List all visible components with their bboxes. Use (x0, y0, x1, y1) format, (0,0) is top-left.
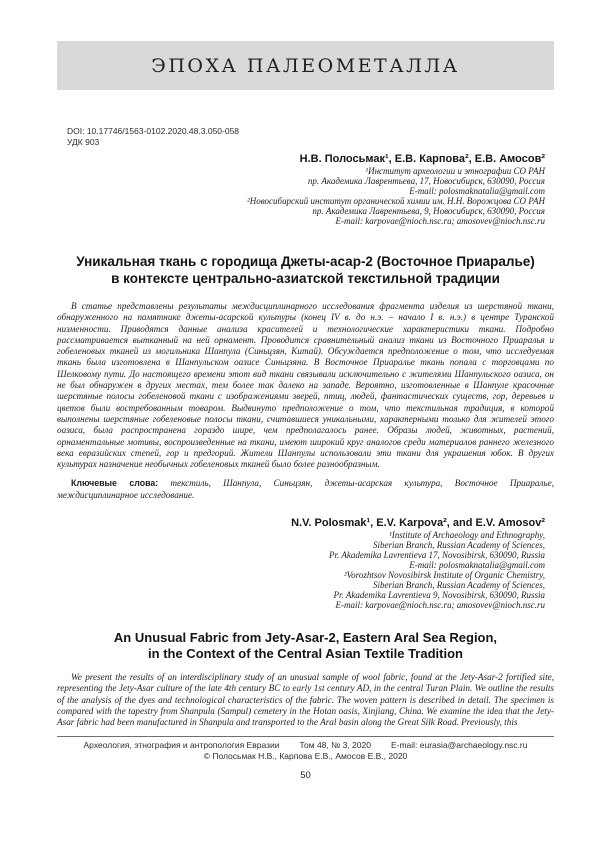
affiliation-line: Pr. Akademika Lavrentieva 17, Novosibirsk, 630090, Russia (329, 550, 545, 561)
affiliation-line: пр. Академика Лаврентьева, 9, Новосибирск, 630090, Россия (312, 206, 545, 216)
keywords-paragraph (57, 478, 554, 501)
affiliations-ru (57, 166, 554, 226)
article-title-en (57, 630, 554, 662)
affiliation-line: Siberian Branch, Russian Academy of Sciences, (372, 580, 545, 591)
article-content (57, 126, 554, 729)
section-title: ЭПОХА ПАЛЕОМЕТАЛЛА (151, 54, 460, 77)
article-identifiers (57, 126, 554, 148)
abstract-ru: В статье представлены результаты междисциплинарного исследования фрагмента изделия из шерстяной ткани, обнаруженного на памятнике джеты-асарской культуры (конец IV в. до н.э. – начало I в. н.э.) в центре Туранской низменности. Приводятся данные анализа красителей и технологические характеристики ткани. Подробно рассматривается вытканный на ней орнамент. Проводится сравнительный анализ ткани из Восточного Приаралья и гобеленовых тканей из могильника Шанпула (Синьцзян, Китай). Обсуждается предположение о том, что исследуемая ткань была изготовлена в Шанпульском оазисе Синьцзяна. В Восточное Приаралье ткань попала с торговцами по Шелковому пути. До настоящего времени этот вид ткани связывали исключительно с жителями Шанпульского оазиса, он не был обнаружен в других местах, тем более так далеко на западе. Вероятно, изготовленные в Шанпуле красочные шерстяные полосы гобеленовой ткани с изображениями зверей, птиц, людей, фантастических существ, гор, деревьев и цветов были востребованным товаром. Выдвинуто предположение о том, что текстильная традиция, в которой выполнены шерстяные гобеленовые полосы ткани, считавшиеся уникальными, характерными только для жителей этого оазиса, была распространена гораздо шире, чем предполагалось ранее. Образы людей, животных, растений, орнаментальные мотивы, воспроизведенные на ткани, имеют широкий круг аналогов среди материалов раннего железного века евразийских степей, гор и предгорий. Жители Шанпулы использовали эти ткани для украшения юбок. В других культурах назначение необычных гобеленовых тканей было более разнообразным. (57, 301, 554, 470)
footer-issue: Том 48, № 3, 2020 (299, 739, 371, 750)
article-title-ru (57, 253, 554, 287)
affiliations-en (57, 530, 554, 610)
udk-text: УДК 903 (67, 137, 100, 147)
abstract-en: We present the results of an interdisciplinary study of an unusual sample of wool fabric, found at the Jety-Asar-2 fortified site, representing the Jety-Asar culture of the late 4th century BC to early 1st century AD, in the central Turan Plain. We outline the results of the analysis of the dyes and technological characteristics of the fabric. The woven pattern is described in detail. The specimen is compared with the tapestry from Shanpula (Sampul) cemetery in the Hotan oasis, Xinjiang, China. We examine the idea that the Jety-Asar fabric had been manufactured in Shanpula and transported to the Aral basin along the Great Silk Road. Previously, this (57, 672, 554, 728)
authors-en: N.V. Polosmak¹, E.V. Karpova², and E.V. Amosov² (291, 517, 545, 530)
affiliation-line: ¹Институт археологии и этнографии СО РАН (365, 166, 545, 176)
affiliation-email: E-mail: polosmaknatalia@gmail.com (409, 186, 545, 196)
affiliation-line: ¹Institute of Archaeology and Ethnography, (389, 530, 545, 541)
footer-email: E-mail: eurasia@archaeology.nsc.ru (390, 739, 528, 750)
article-title-ru-line1: Уникальная ткань с городища Джеты-асар-2 (Восточное Приаралье) (76, 254, 535, 269)
affiliation-line: пр. Академика Лаврентьева, 17, Новосибирск, 630090, Россия (307, 176, 545, 186)
affiliation-email: E-mail: karpovae@nioch.nsc.ru; amosovev@nioch.nsc.ru (335, 600, 545, 611)
affiliation-line: ²Новосибирский институт органической химии им. Н.Н. Ворожцова СО РАН (247, 196, 545, 206)
footer-copyright: © Полосьмак Н.В., Карпова Е.В., Амосов Е.В., 2020 (203, 750, 408, 761)
keywords-list: текстиль, Шанпула, Синьцзян, джеты-асарская культура, Восточное Приаралье, междисциплинарное исследование. (57, 478, 554, 500)
doi-text: DOI: 10.17746/1563-0102.2020.48.3.050-058 (67, 126, 240, 136)
affiliation-line: Pr. Akademika Lavrentieva 9, Novosibirsk, 630090, Russia (333, 590, 545, 601)
authors-ru: Н.В. Полосьмак¹, Е.В. Карпова², Е.В. Амосов² (299, 153, 545, 165)
article-title-ru-line2: в контексте центрально-азиатской текстильной традиции (111, 271, 500, 286)
affiliation-email: E-mail: polosmaknatalia@gmail.com (409, 560, 545, 571)
affiliation-line: ²Vorozhtsov Novosibirsk Institute of Organic Chemistry, (343, 570, 545, 581)
journal-page (0, 41, 611, 861)
affiliation-email: E-mail: karpovae@nioch.nsc.ru; amosovev@nioch.nsc.ru (335, 216, 545, 226)
section-header-band (57, 41, 554, 90)
article-title-en-line2: in the Context of the Central Asian Textile Tradition (148, 646, 463, 662)
page-number: 50 (300, 769, 311, 781)
affiliation-line: Siberian Branch, Russian Academy of Sciences, (372, 540, 545, 551)
footer-journal-line (57, 740, 554, 751)
footer-journal-name: Археология, этнография и антропология Евразии (83, 739, 280, 750)
footer-divider (57, 736, 554, 737)
keywords-label: Ключевые слова: (71, 478, 159, 489)
article-title-en-line1: An Unusual Fabric from Jety-Asar-2, Eastern Aral Sea Region, (113, 630, 498, 646)
